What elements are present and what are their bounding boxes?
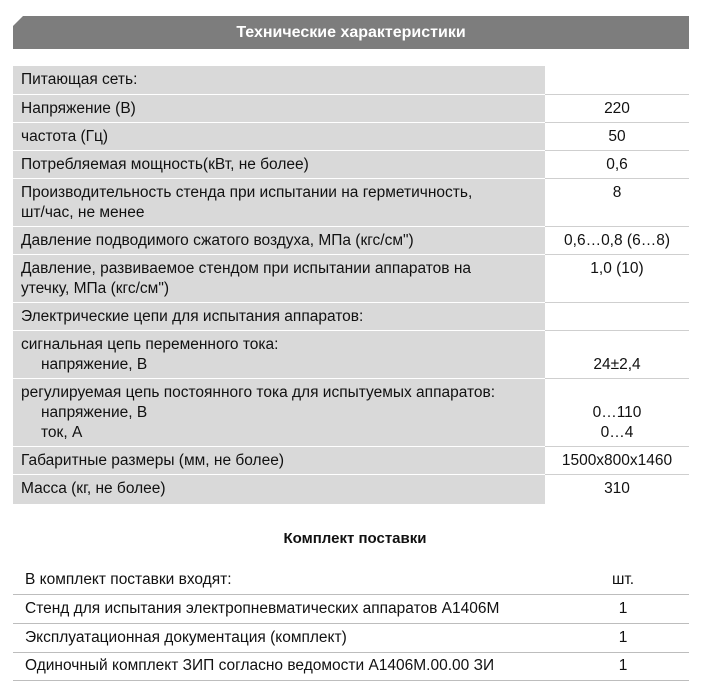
spec-label: Масса (кг, не более) <box>13 474 545 504</box>
section-title: Технические характеристики <box>236 24 466 41</box>
table-row <box>13 178 689 226</box>
table-row <box>13 378 689 446</box>
spec-label-line: регулируемая цепь постоянного тока для испытуемых аппаратов: <box>21 384 496 401</box>
kit-item-name: Стенд для испытания электропневматических аппаратов А1406М <box>25 600 500 617</box>
kit-item-row <box>13 595 689 624</box>
table-row <box>13 66 689 94</box>
spec-value: 220 <box>545 94 689 122</box>
spec-label: Электрические цепи для испытания аппаратов: <box>13 302 545 330</box>
spec-label-line: шт/час, не менее <box>21 204 145 221</box>
spec-label <box>13 178 545 226</box>
kit-item-qty: 1 <box>618 657 628 674</box>
spec-value: 1500х800х1460 <box>545 446 689 474</box>
table-row <box>13 302 689 330</box>
spec-sublabel: напряжение, В <box>41 356 148 373</box>
spec-label: частота (Гц) <box>13 122 545 150</box>
table-row <box>13 254 689 302</box>
spec-value <box>545 66 689 94</box>
spec-value-line: 24±2,4 <box>593 356 641 373</box>
spec-label: Напряжение (В) <box>13 94 545 122</box>
spec-label-line: Производительность стенда при испытании на герметичность, <box>21 184 473 201</box>
spec-value: 0,6 <box>545 150 689 178</box>
spec-label: Питающая сеть: <box>13 66 545 94</box>
spec-value: 8 <box>545 178 689 226</box>
table-row <box>13 150 689 178</box>
spec-value-line: 0…110 <box>592 404 642 421</box>
spec-value-line: 0…4 <box>600 424 634 441</box>
spec-value: 310 <box>545 474 689 504</box>
kit-item-row <box>13 652 689 681</box>
spec-label: Габаритные размеры (мм, не более) <box>13 446 545 474</box>
table-row <box>13 226 689 254</box>
spec-label-line: Давление, развиваемое стендом при испытании аппаратов на <box>21 260 472 277</box>
kit-item-row <box>13 624 689 653</box>
table-row <box>13 94 689 122</box>
kit-item-qty: 1 <box>618 600 628 617</box>
table-row <box>13 330 689 378</box>
table-row <box>13 122 689 150</box>
spec-value: 1,0 (10) <box>545 254 689 302</box>
spec-value: 0,6…0,8 (6…8) <box>545 226 689 254</box>
kit-item-qty: 1 <box>618 629 628 646</box>
kit-item-name: Одиночный комплект ЗИП согласно ведомости А1406М.00.00 ЗИ <box>25 657 495 674</box>
spec-label <box>13 378 545 446</box>
spec-label <box>13 330 545 378</box>
table-row <box>13 474 689 504</box>
spec-label-line: утечку, МПа (кгс/см") <box>21 280 169 297</box>
kit-header-qty: шт. <box>611 571 635 588</box>
kit-header-row <box>13 566 689 595</box>
spec-value <box>545 302 689 330</box>
spec-value <box>545 378 689 446</box>
spec-sublabel: ток, А <box>41 424 83 441</box>
spec-label-line: сигнальная цепь переменного тока: <box>21 336 279 353</box>
spec-sublabel: напряжение, В <box>41 404 148 421</box>
spec-value: 50 <box>545 122 689 150</box>
spec-label: Давление подводимого сжатого воздуха, МПа (кгс/см") <box>13 226 545 254</box>
kit-title: Комплект поставки <box>283 530 427 547</box>
spec-label <box>13 254 545 302</box>
spec-value <box>545 330 689 378</box>
spec-label: Потребляемая мощность(кВт, не более) <box>13 150 545 178</box>
table-row <box>13 446 689 474</box>
kit-header-label: В комплект поставки входят: <box>25 571 232 588</box>
kit-item-name: Эксплуатационная документация (комплект) <box>25 629 347 646</box>
